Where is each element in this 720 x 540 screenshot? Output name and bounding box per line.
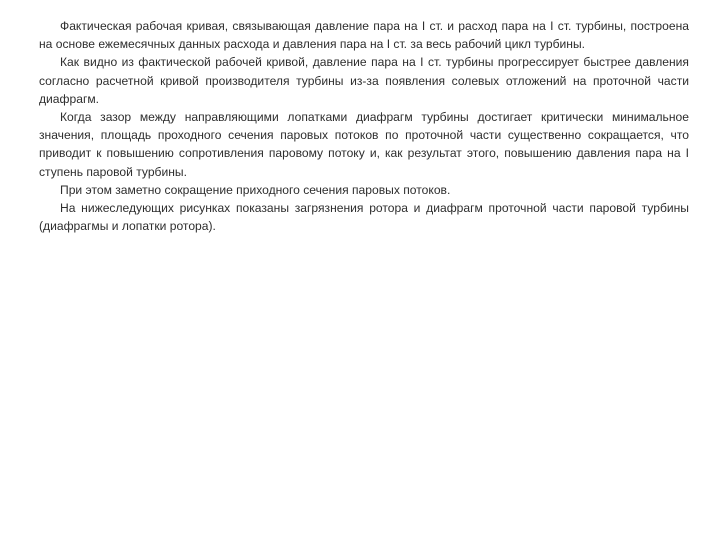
paragraph-working-curve: Фактическая рабочая кривая, связывающая давление пара на I ст. и расход пара на I ст. турбины, построена на основе ежемесячных данных расхода и давления пара на I ст. за весь рабочий цикл турбины. [39,19,689,52]
paragraph-pressure-progression: Как видно из фактической рабочей кривой, давление пара на I ст. турбины прогрессирует быстрее давления согласно расчетной кривой производителя турбины из-за появления солевых отложений на проточной части диафрагм. [39,55,689,106]
paragraph-critical-clearance: Когда зазор между направляющими лопатками диафрагм турбины достигает критически минимальное значения, площадь проходного сечения паровых потоков по проточной части существенно сокращается, что приводит к повышению сопротивления паровому потоку и, как результат этого, повышению давления пара на I ступень паровой турбины. [39,110,689,179]
paragraph-section-reduction: При этом заметно сокращение приходного сечения паровых потоков. [60,182,451,197]
document-body [39,17,689,235]
paragraph-figures-intro: На нижеследующих рисунках показаны загрязнения ротора и диафрагм проточной части паровой турбины (диафрагмы и лопатки ротора). [39,201,689,234]
